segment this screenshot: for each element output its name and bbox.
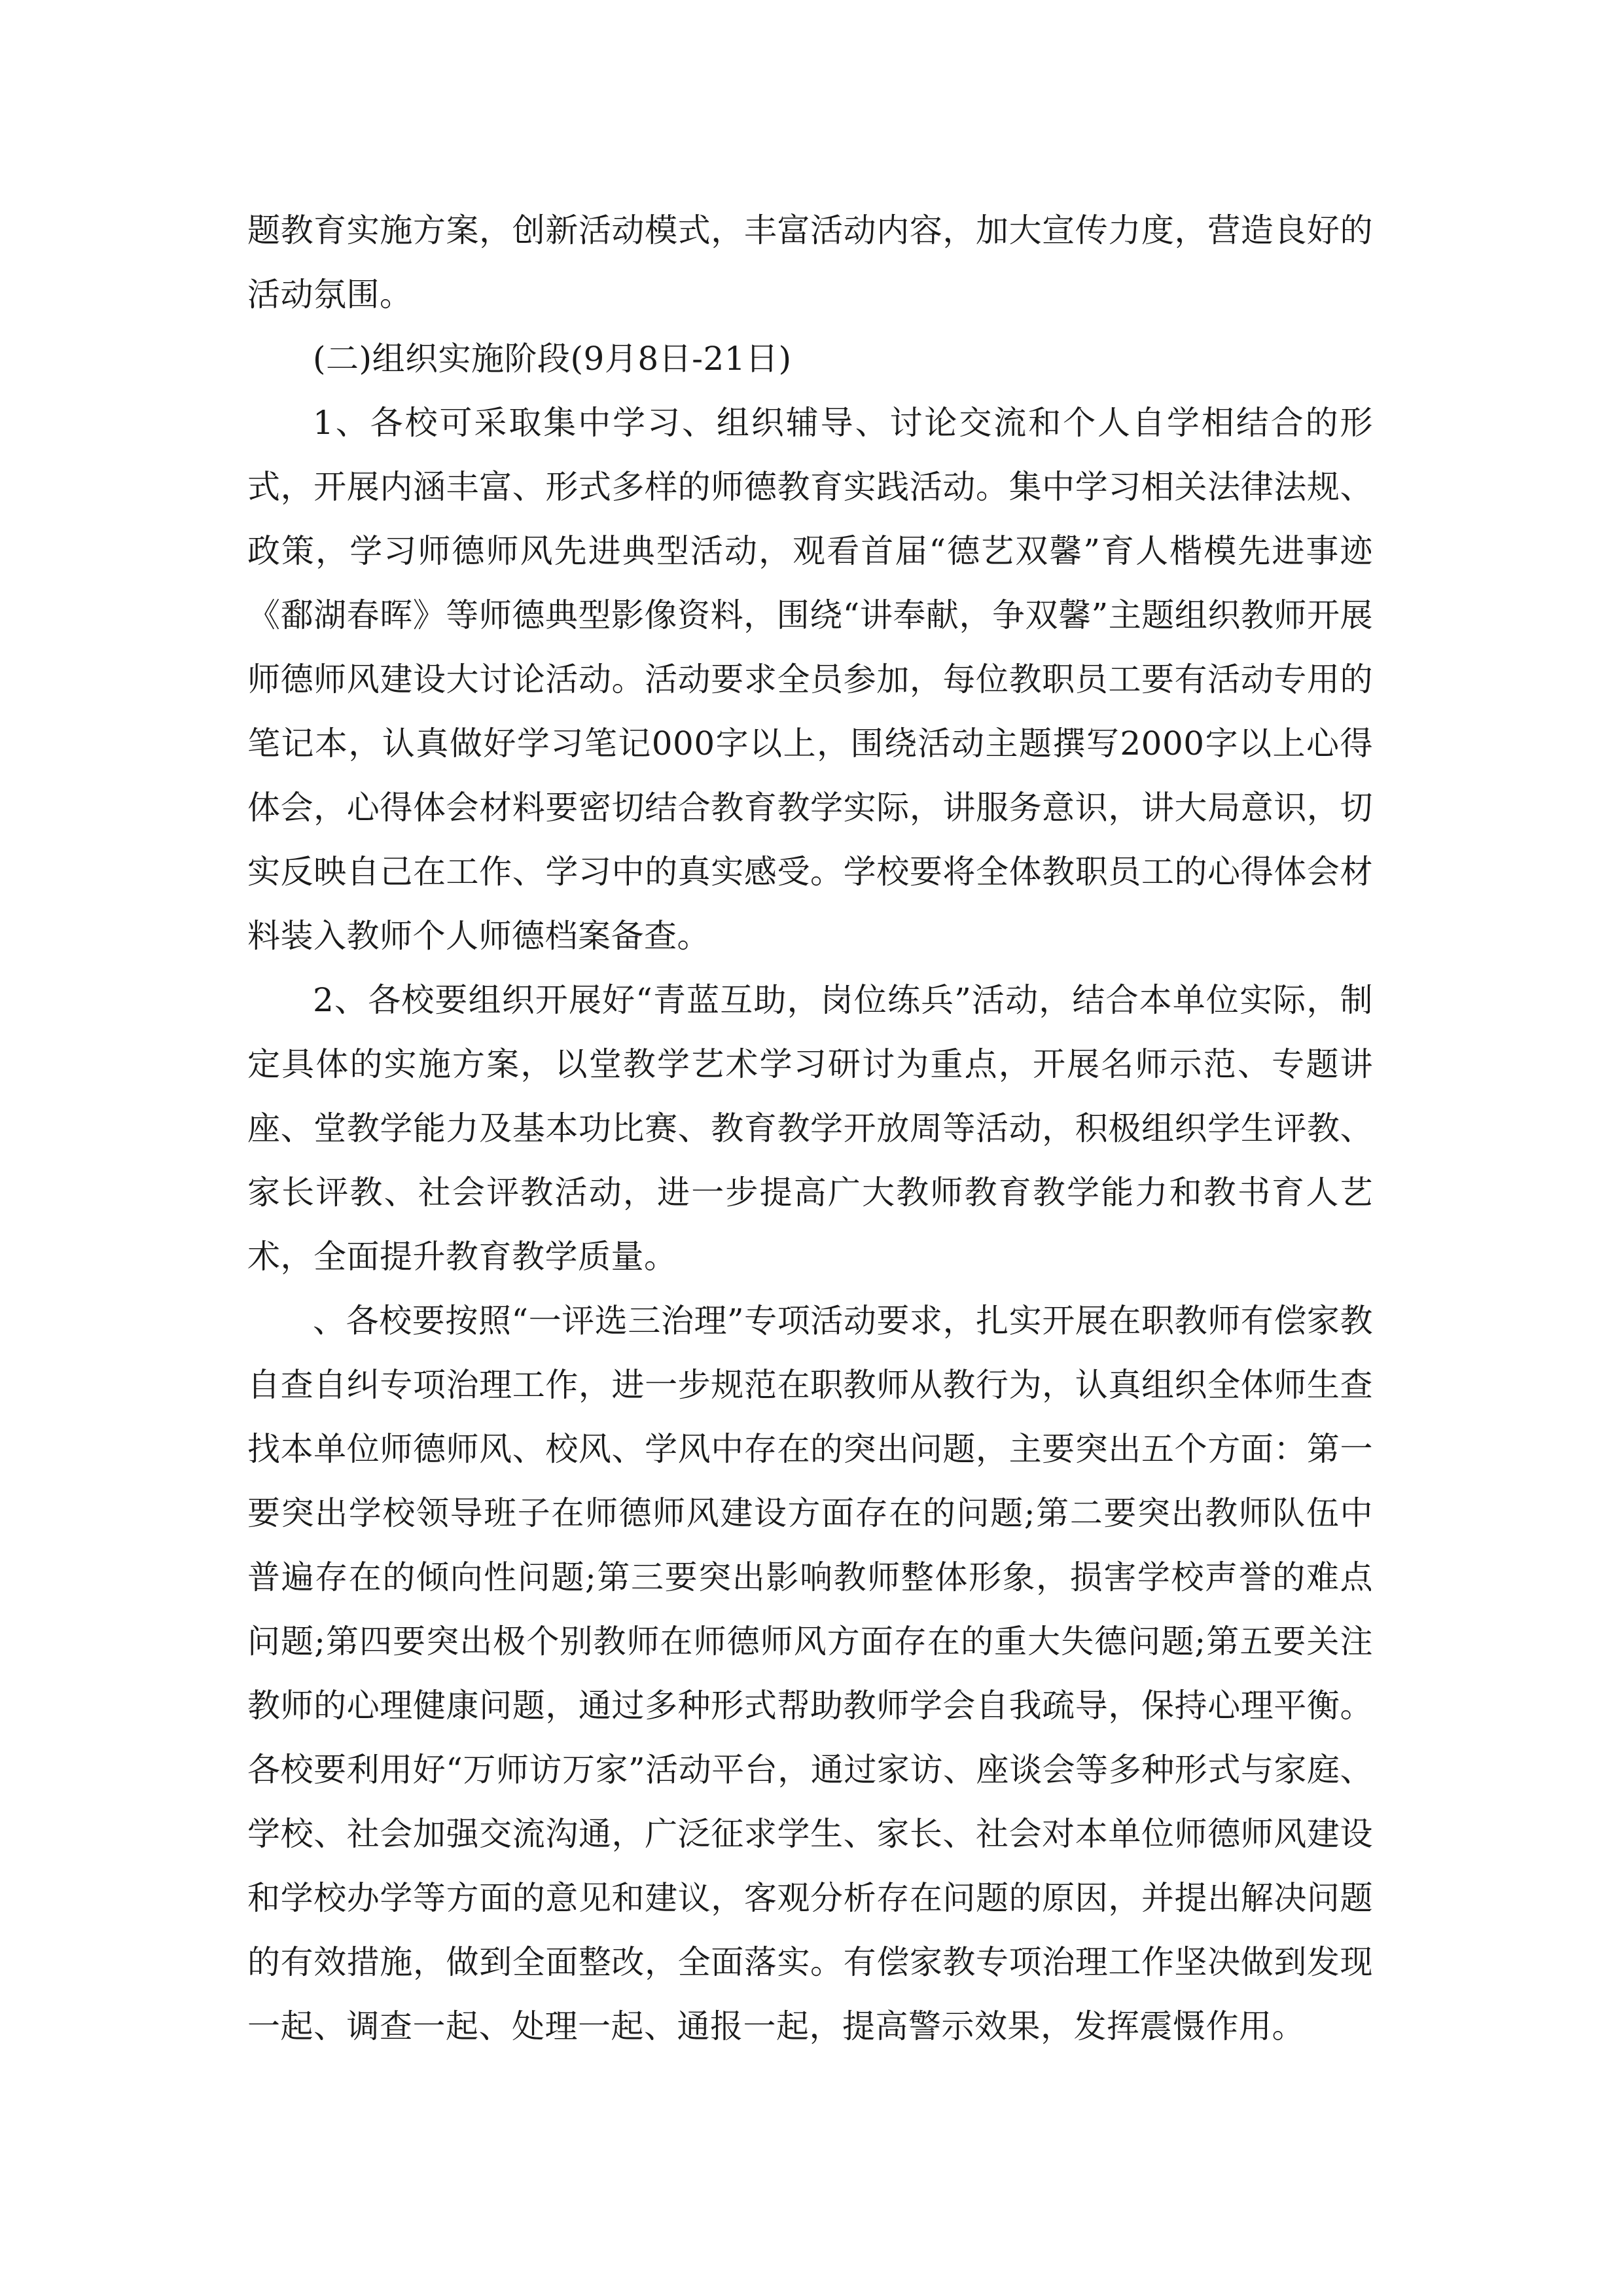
paragraph-item-2: 2、各校要组织开展好“青蓝互助，岗位练兵”活动，结合本单位实际，制定具体的实施方案，以堂教学艺术学习研讨为重点，开展名师示范、专题讲座、堂教学能力及基本功比赛、教育教学开放周等活动，积极组织学生评教、家长评教、社会评教活动，进一步提高广大教师教育教学能力和教书育人艺术，全面提升教育教学质量。 <box>247 981 1373 1276</box>
paragraph-item-1: 1、各校可采取集中学习、组织辅导、讨论交流和个人自学相结合的形式，开展内涵丰富、形式多样的师德教育实践活动。集中学习相关法律法规、政策，学习师德师风先进典型活动，观看首届“德艺双馨”育人楷模先进事迹《鄱湖春晖》等师德典型影像资料，围绕“讲奉献，争双馨”主题组织教师开展师德师风建设大讨论活动。活动要求全员参加，每位教职员工要有活动专用的笔记本，认真做好学习笔记000字以上，围绕活动主题撰写2000字以上心得体会，心得体会材料要密切结合教育教学实际，讲服务意识，讲大局意识，切实反映自己在工作、学习中的真实感受。学校要将全体教职员工的心得体会材料装入教师个人师德档案备查。 <box>247 404 1373 955</box>
document-page <box>247 198 1373 2058</box>
section-heading-stage-2: (二)组织实施阶段(9月8日-21日) <box>313 340 792 378</box>
paragraph-item-3: 、各校要按照“一评选三治理”专项活动要求，扎实开展在职教师有偿家教自查自纠专项治理工作，进一步规范在职教师从教行为，认真组织全体师生查找本单位师德师风、校风、学风中存在的突出问题，主要突出五个方面：第一要突出学校领导班子在师德师风建设方面存在的问题;第二要突出教师队伍中普遍存在的倾向性问题;第三要突出影响教师整体形象，损害学校声誉的难点问题;第四要突出极个别教师在师德师风方面存在的重大失德问题;第五要关注教师的心理健康问题，通过多种形式帮助教师学会自我疏导，保持心理平衡。各校要利用好“万师访万家”活动平台，通过家访、座谈会等多种形式与家庭、学校、社会加强交流沟通，广泛征求学生、家长、社会对本单位师德师风建设和学校办学等方面的意见和建议，客观分析存在问题的原因，并提出解决问题的有效措施，做到全面整改，全面落实。有偿家教专项治理工作坚决做到发现一起、调查一起、处理一起、通报一起，提高警示效果，发挥震慑作用。 <box>247 1302 1373 2045</box>
paragraph-continuation: 题教育实施方案，创新活动模式，丰富活动内容，加大宣传力度，营造良好的活动氛围。 <box>247 211 1373 314</box>
